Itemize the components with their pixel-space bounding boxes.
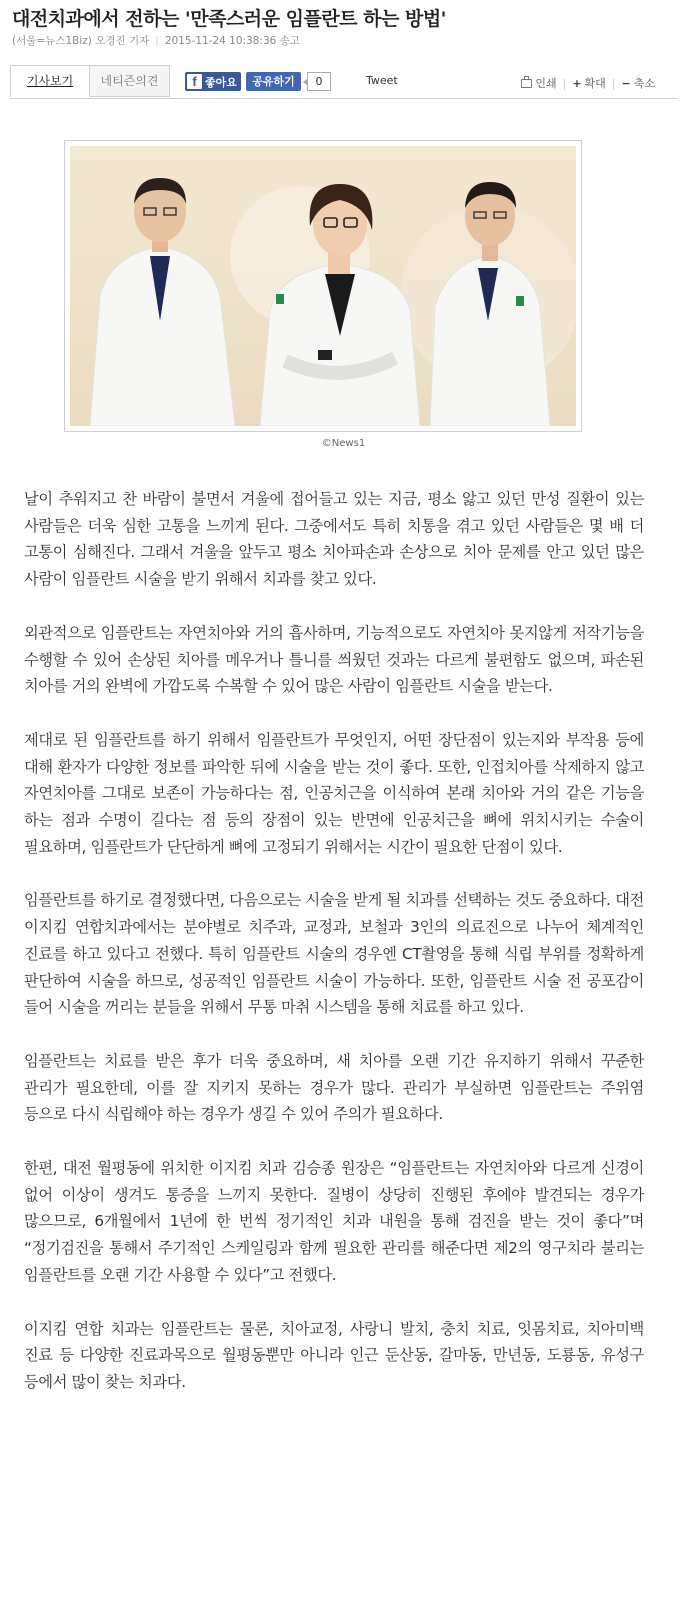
share-button[interactable]: 공유하기 <box>246 72 301 91</box>
zoom-in-label: 확대 <box>584 77 606 90</box>
paragraph: 외관적으로 임플란트는 자연치아와 거의 흡사하며, 기능적으로도 자연치아 못지않게 저작기능을 수행할 수 있어 손상된 치아를 메우거나 틀니를 씌웠던 것과는 다르게 불편함도 없으며, 파손된 치아를 거의 완벽에 가깝도록 수복할 수 있어 많은 사람이 임플란트 시술을 받는다. <box>24 623 644 696</box>
print-label: 인쇄 <box>535 77 557 90</box>
print-button[interactable] <box>521 75 556 91</box>
dentists-photo <box>70 146 576 426</box>
facebook-icon: f <box>187 74 202 89</box>
paragraph: 날이 추워지고 찬 바람이 불면서 겨울에 접어들고 있는 지금, 평소 앓고 있던 만성 질환이 있는 사람들은 더욱 심한 고통을 느끼게 된다. 그중에서도 특히 치통을 겪고 있던 사람들은 몇 배 더 고통이 심해진다. 그래서 겨울을 앞두고 평소 치아파손과 손상으로 치아 문제를 안고 있던 많은 사람이 임플란트 시술을 받기 위해서 치과를 찾고 있다. <box>24 490 644 589</box>
zoom-in-button[interactable] <box>572 75 605 91</box>
article-timestamp: 2015-11-24 10:38:36 송고 <box>164 35 300 47</box>
article-photo-frame <box>64 140 582 432</box>
paragraph: 제대로 된 임플란트를 하기 위해서 임플란트가 무엇인지, 어떤 장단점이 있는지와 부작용 등에 대해 환자가 다양한 정보를 파악한 뒤에 시술을 받는 것이 좋다. 또한, 인접치아를 삭제하지 않고 자연치아를 그대로 보존이 가능하다는 점, 인공치근을 이식하여 본래 치아와 거의 같은 기능을 하는 점과 수명이 길다는 점 등의 장점이 있는 반면에 인공치근을 뼈에 위치시키는 수술이 필요하며, 임플란트가 단단하게 뼈에 고정되기 위해서는 시간이 필요한 단점이 있다. <box>24 730 644 856</box>
divider: | <box>611 76 616 90</box>
divider: | <box>155 35 159 47</box>
text-tools <box>521 75 655 91</box>
facebook-like-button[interactable] <box>185 72 241 91</box>
article-photo <box>70 146 576 426</box>
article-body <box>24 486 644 1423</box>
plus-icon: + <box>572 76 582 90</box>
divider: | <box>562 76 567 90</box>
tab-article-view[interactable]: 기사보기 <box>10 65 90 97</box>
tweet-button[interactable]: Tweet <box>366 74 398 87</box>
article-source: (서울=뉴스1Biz) 오경진 기자 <box>12 35 150 47</box>
share-count: 0 <box>307 72 331 91</box>
paragraph: 임플란트를 하기로 결정했다면, 다음으로는 시술을 받게 될 치과를 선택하는 것도 중요하다. 대전 이지킴 연합치과에서는 분야별로 치주과, 교정과, 보철과 3인의 의료진으로 나누어 체계적인 진료를 하고 있다고 전했다. 특히 임플란트 시술의 경우엔 CT촬영을 통해 식립 부위를 정확하게 판단하여 시술을 하므로, 성공적인 임플란트 시술이 가능하다. 또한, 임플란트 시술 전 공포감이 들어 시술을 꺼리는 분들을 위해서 무통 마취 시스템을 통해 치료를 하고 있다. <box>24 891 644 1017</box>
article-headline: 대전치과에서 전하는 '만족스러운 임플란트 하는 방법' <box>12 8 446 30</box>
minus-icon: − <box>621 76 631 90</box>
paragraph: 이지킴 연합 치과는 임플란트는 물론, 치아교정, 사랑니 발치, 충치 치료, 잇몸치료, 치아미백 진료 등 다양한 진료과목으로 월평동뿐만 아니라 인근 둔산동, 갈마동, 만년동, 도룡동, 유성구 등에서 많이 찾는 치과다. <box>24 1319 644 1391</box>
zoom-out-button[interactable] <box>622 75 655 91</box>
paragraph: 임플란트는 치료를 받은 후가 더욱 중요하며, 새 치아를 오랜 기간 유지하기 위해서 꾸준한 관리가 필요한데, 이를 잘 지키지 못하는 경우가 많다. 관리가 부실하면 임플란트는 주위염 등으로 다시 식립해야 하는 경우가 생길 수 있어 주의가 필요하다. <box>24 1051 644 1124</box>
photo-caption: ©News1 <box>321 438 366 449</box>
paragraph: 한편, 대전 월평동에 위치한 이지킴 치과 김승종 원장은 “임플란트는 자연치아와 다르게 신경이 없어 이상이 생겨도 통증을 느끼지 못한다. 질병이 상당히 진행된 후에야 발견되는 경우가 많으므로, 6개월에서 1년에 한 번씩 정기적인 치과 내원을 통해 검진을 받는 것이 좋다”며 “정기검진을 통해서 주기적인 스케일링과 함께 필요한 관리를 해준다면 제2의 영구치라 불리는 임플란트를 오랜 기간 사용할 수 있다”고 전했다. <box>24 1159 644 1284</box>
zoom-out-label: 축소 <box>633 77 655 90</box>
byline <box>12 33 300 48</box>
printer-icon <box>521 79 532 88</box>
tab-comments[interactable]: 네티즌의견 <box>90 65 170 97</box>
like-label: 좋아요 <box>205 75 237 89</box>
article-toolbar <box>10 65 677 99</box>
